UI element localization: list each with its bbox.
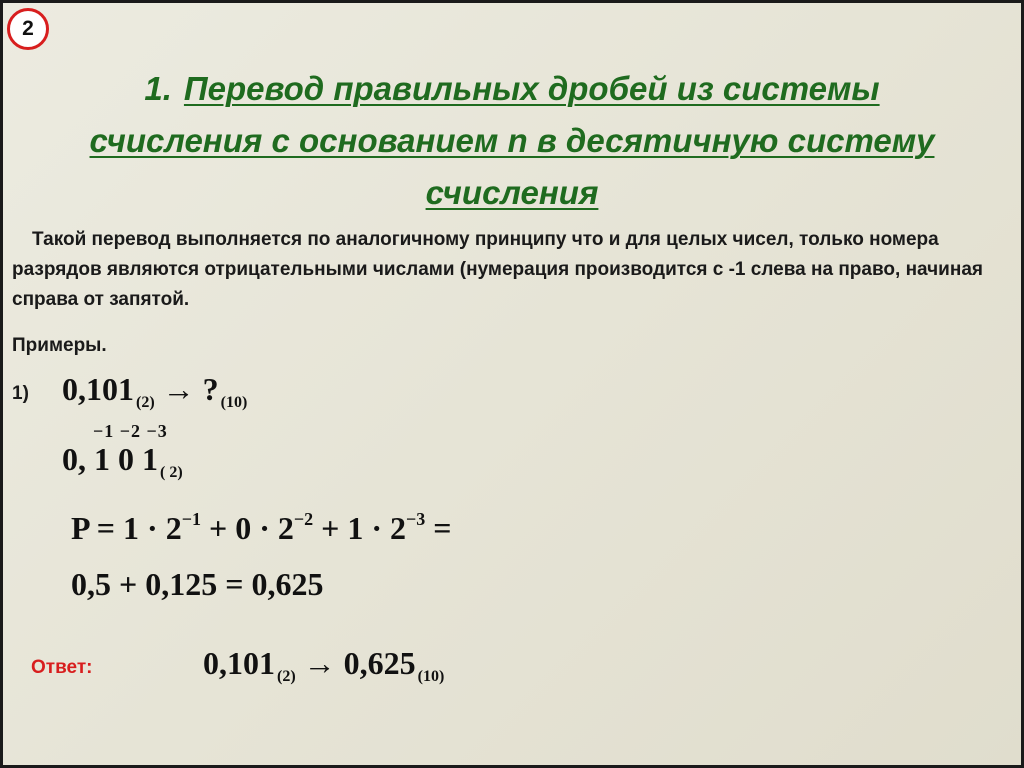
- example-number: 1): [12, 383, 29, 404]
- title-line-1: [3, 63, 1021, 115]
- term-1: P = 1 · 2: [71, 510, 182, 546]
- formula-digit-positions: [62, 441, 183, 482]
- title-line-2: [3, 115, 1021, 167]
- explanation-paragraph: [12, 225, 1012, 315]
- title-line-3-text: счисления: [425, 174, 599, 211]
- slide-title: [3, 63, 1021, 219]
- examples-label: Примеры.: [12, 335, 107, 356]
- exponent-2: −2: [293, 509, 314, 529]
- answer-label: Ответ:: [31, 657, 93, 678]
- title-line-1-text: Перевод правильных дробей из системы: [183, 70, 880, 107]
- exponent-3: −3: [406, 509, 426, 529]
- slide: [3, 3, 1021, 765]
- formula-sum: 0,5 + 0,125 = 0,625: [71, 566, 324, 602]
- answer-arrow: →: [295, 645, 344, 681]
- base-2-subscript: (2): [136, 394, 155, 411]
- title-number: 1.: [144, 70, 172, 107]
- title-line-2-text: счисления с основанием n в десятичную систему: [89, 122, 935, 159]
- slide-number-badge: [7, 8, 49, 50]
- binary-value: 0,101: [62, 371, 134, 407]
- exponent-1: −1: [181, 509, 201, 529]
- formula-expansion: [71, 509, 452, 547]
- binary-digits: 0, 1 0 1: [62, 441, 158, 477]
- answer-binary-value: 0,101: [203, 645, 275, 681]
- equals-sign: =: [425, 510, 452, 546]
- slide-number: 2: [22, 17, 34, 40]
- answer-decimal-value: 0,625: [343, 645, 416, 681]
- arrow-question: → ?: [162, 371, 219, 407]
- formula-conversion-task: [62, 371, 247, 412]
- formula-answer: [203, 645, 444, 686]
- base-2-subscript-2: ( 2): [160, 464, 183, 481]
- title-line-3: [3, 167, 1021, 219]
- term-3: + 1 · 2: [313, 510, 407, 546]
- term-2: + 0 · 2: [200, 510, 294, 546]
- digit-position-exponents: −1 −2 −3: [93, 421, 168, 441]
- answer-base-2: (2): [277, 668, 296, 685]
- explanation-text: Такой перевод выполняется по аналогичному принципу что и для целых чисел, только номера разрядов являются отрицательными числами (нумерация производится с -1 слева на право, начиная справа от запятой.: [12, 229, 983, 310]
- base-10-subscript: (10): [220, 394, 248, 411]
- answer-base-10: (10): [417, 668, 445, 685]
